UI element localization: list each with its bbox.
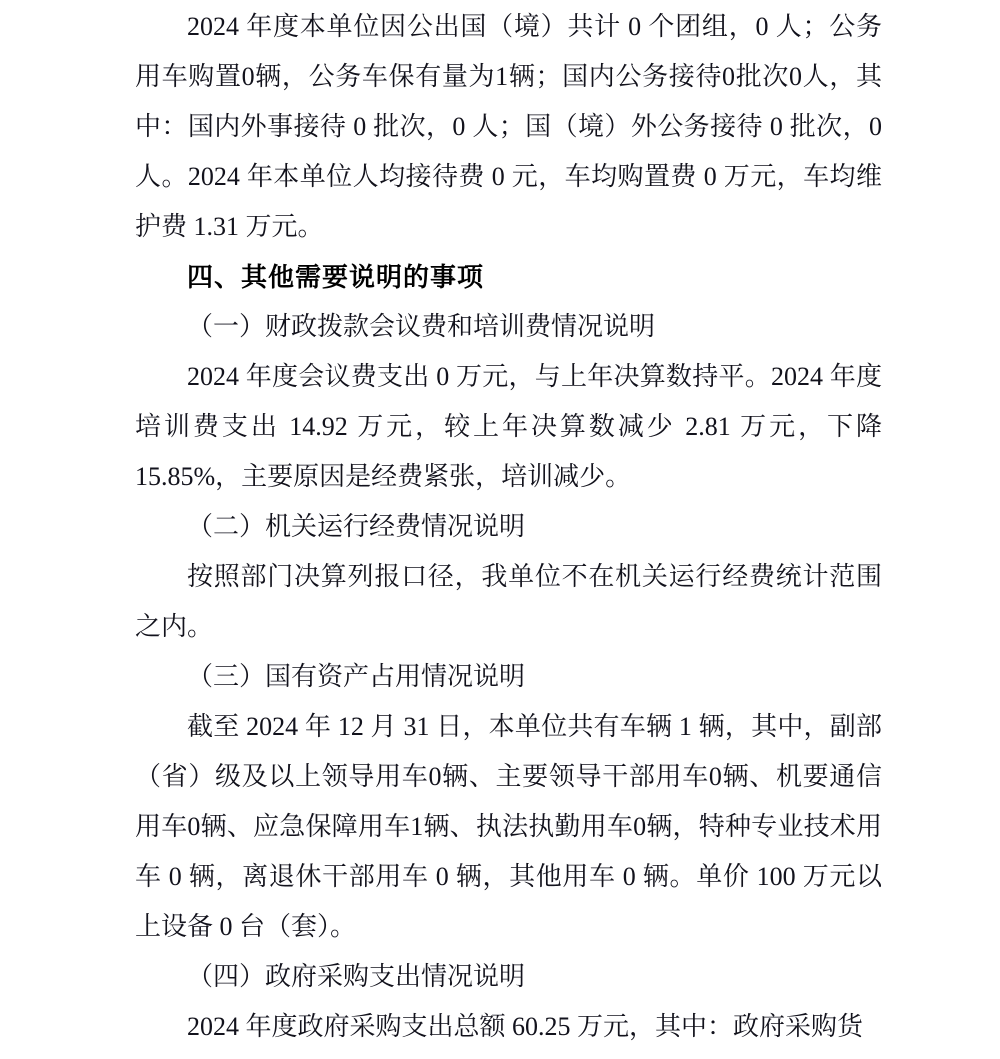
subheading-2-agency-operating-expenses: （二）机关运行经费情况说明 — [187, 512, 526, 541]
paragraph-meeting-and-training-fees-detail: 2024 年度会议费支出 0 万元，与上年决算数持平。2024 年度培训费支出 14.92 万元，较上年决算数减少 2.81 万元，下降 15.85%，主要原因是经费紧张，培训减少。 — [135, 362, 882, 491]
paragraph-state-owned-assets-vehicles-detail: 截至 2024 年 12 月 31 日，本单位共有车辆 1 辆，其中，副部（省）级及以上领导用车0辆、主要领导干部用车0辆、机要通信用车0辆、应急保障用车1辆、执法执勤用车0辆，特种专业技术用车 0 辆，离退休干部用车 0 辆，其他用车 0 辆。单价 100 万元以上设备 0 台（套）。 — [135, 712, 882, 941]
subheading-4-government-procurement-expenditure: （四）政府采购支出情况说明 — [187, 962, 526, 991]
document-content — [135, 0, 882, 1052]
paragraph-official-travel-vehicle-reception-summary: 2024 年度本单位因公出国（境）共计 0 个团组，0 人；公务用车购置0辆，公务车保有量为1辆；国内公务接待0批次0人，其中：国内外事接待 0 批次，0 人；国（境）外公务接待 0 批次，0 人。2024 年本单位人均接待费 0 元，车均购置费 0 万元，车均维护费 1.31 万元。 — [135, 12, 882, 241]
paragraph-agency-operating-expenses-detail: 按照部门决算列报口径，我单位不在机关运行经费统计范围之内。 — [135, 562, 882, 641]
subheading-3-state-owned-assets-occupancy: （三）国有资产占用情况说明 — [187, 662, 526, 691]
paragraph-government-procurement-detail-truncated: 2024 年度政府采购支出总额 60.25 万元，其中：政府采购货 — [187, 1012, 864, 1041]
heading-section-four-other-matters: 四、其他需要说明的事项 — [187, 262, 485, 292]
subheading-1-meeting-and-training-fees: （一）财政拨款会议费和培训费情况说明 — [187, 312, 656, 341]
